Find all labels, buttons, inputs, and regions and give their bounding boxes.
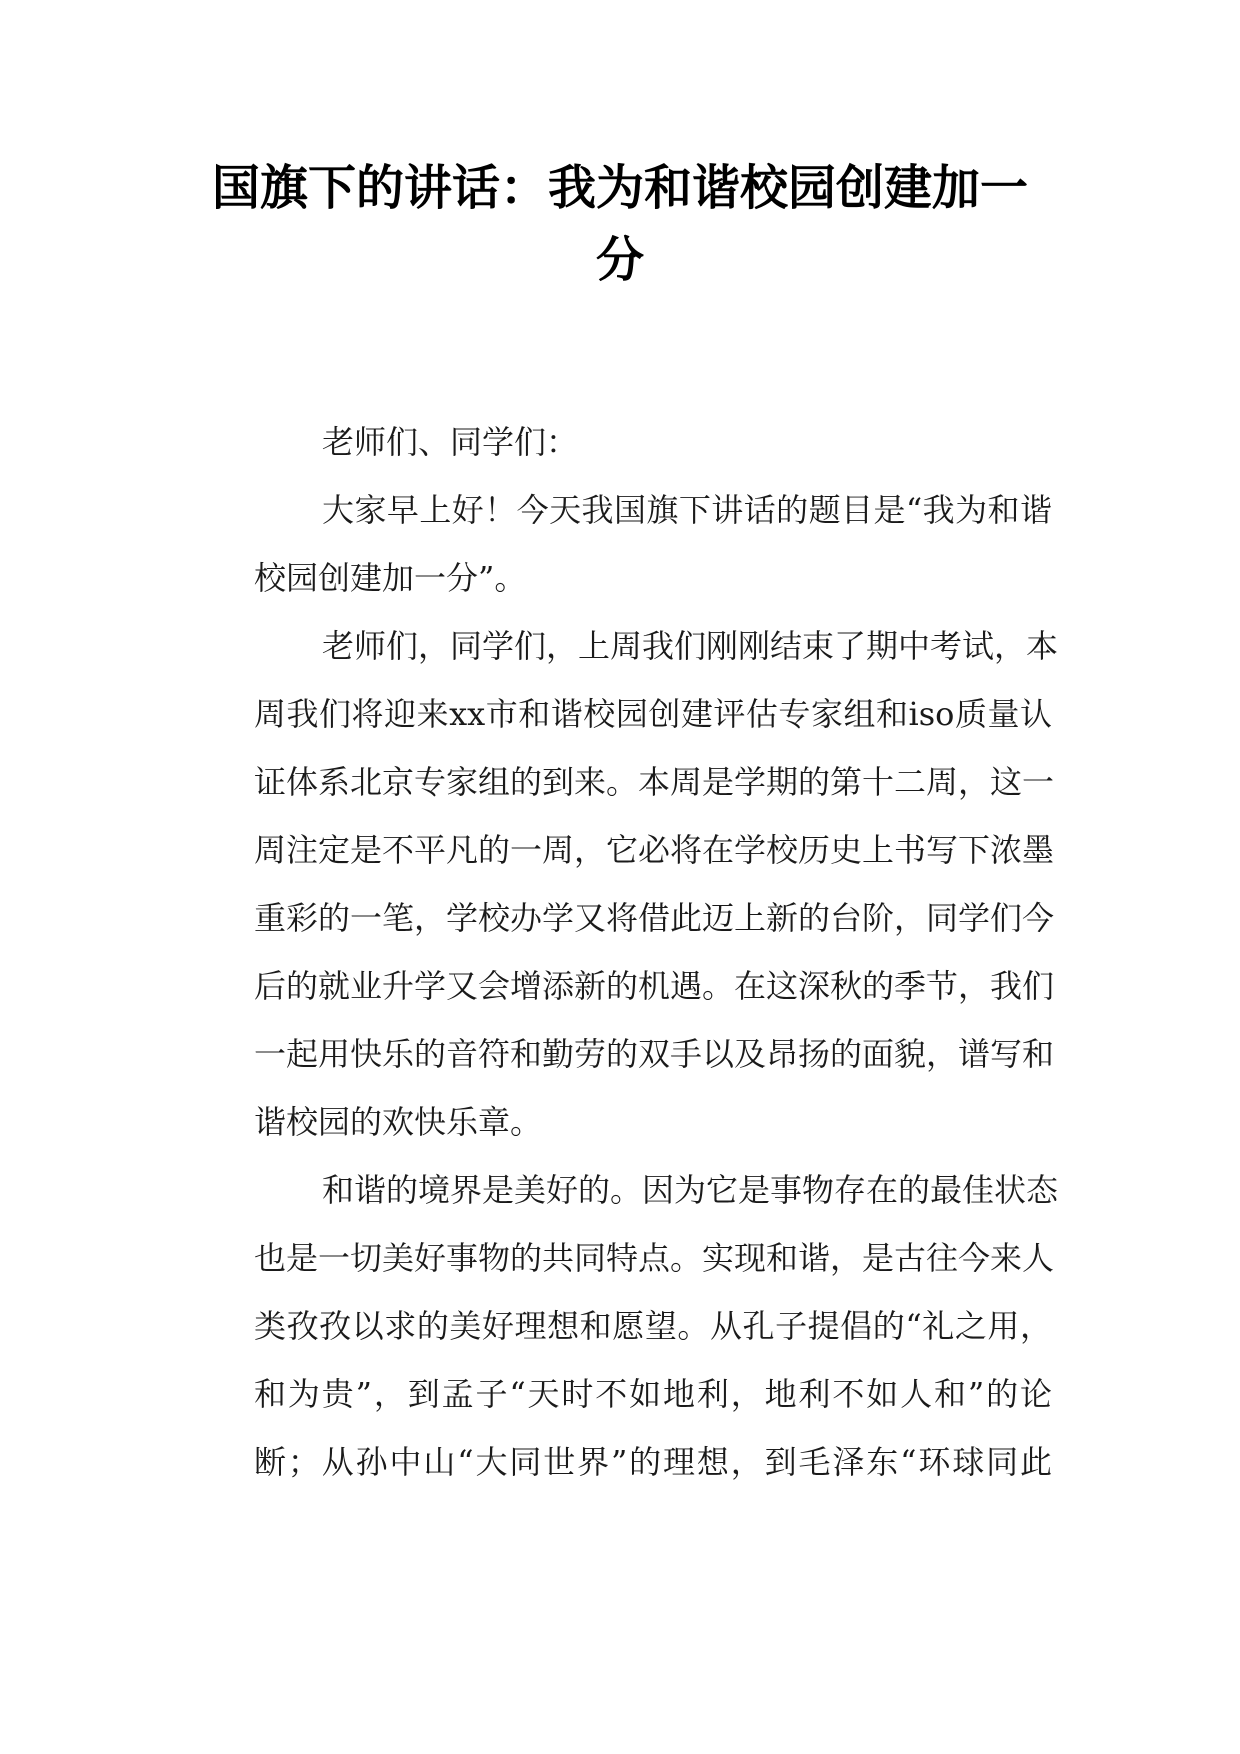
text-line: 类孜孜以求的美好理想和愿望。从孔子提倡的“礼之用， bbox=[254, 1307, 1052, 1345]
text-line: 重彩的一笔，学校办学又将借此迈上新的台阶，同学们今 bbox=[254, 899, 1055, 937]
paragraph-opening bbox=[190, 476, 1052, 612]
text-line: 周我们将迎来xx市和谐校园创建评估专家组和iso质量认 bbox=[254, 695, 1052, 733]
text-line: 和谐的境界是美好的。因为它是事物存在的最佳状态 bbox=[322, 1171, 1059, 1209]
text-line: 和为贵”，到孟子“天时不如地利，地利不如人和”的论 bbox=[254, 1375, 1052, 1413]
document-title: 国旗下的讲话：我为和谐校园创建加一 分 bbox=[211, 160, 1028, 288]
text-line: 谐校园的欢快乐章。 bbox=[254, 1103, 543, 1141]
paragraph-greeting bbox=[190, 408, 1052, 476]
text-line: 周注定是不平凡的一周，它必将在学校历史上书写下浓墨 bbox=[254, 831, 1055, 869]
text-line: 断；从孙中山“大同世界”的理想，到毛泽东“环球同此 bbox=[254, 1443, 1052, 1481]
paragraph-harmony bbox=[190, 1156, 1059, 1496]
text-line: 老师们，同学们，上周我们刚刚结束了期中考试，本 bbox=[322, 627, 1059, 665]
text-line: 大家早上好！今天我国旗下讲话的题目是“我为和谐 bbox=[322, 491, 1052, 529]
text-line: 校园创建加一分”。 bbox=[254, 559, 527, 597]
text-line: 一起用快乐的音符和勤劳的双手以及昂扬的面貌，谱写和 bbox=[254, 1035, 1055, 1073]
document-body bbox=[190, 408, 1059, 1496]
text-line: 也是一切美好事物的共同特点。实现和谐，是古往今来人 bbox=[254, 1239, 1055, 1277]
text-line: 证体系北京专家组的到来。本周是学期的第十二周，这一 bbox=[254, 763, 1055, 801]
text-line: 后的就业升学又会增添新的机遇。在这深秋的季节，我们 bbox=[254, 967, 1055, 1005]
text-line: 老师们、同学们： bbox=[322, 423, 579, 461]
paragraph-exam-week bbox=[190, 612, 1059, 1156]
